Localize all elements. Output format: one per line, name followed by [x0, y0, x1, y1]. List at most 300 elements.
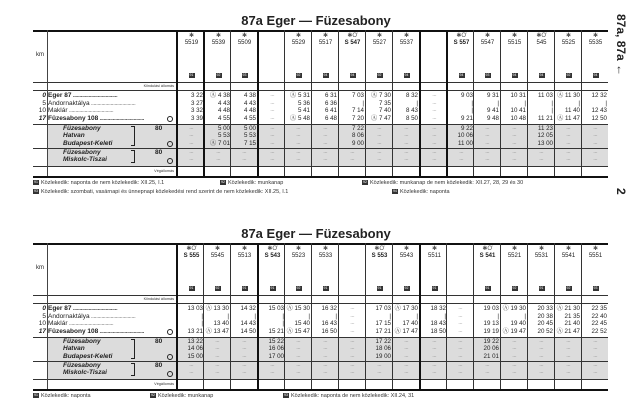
train-number: 5551	[588, 253, 603, 259]
train-number: 5537	[399, 40, 414, 46]
time-cell: Ⓐ 13 47	[205, 327, 229, 335]
time-cell: ...	[432, 114, 437, 121]
train-symbol-icon: ✱	[484, 33, 491, 39]
station-name-text: Füzesabony 108	[48, 327, 99, 335]
train-symbol-icon: ✱	[322, 246, 329, 252]
time-cell: Ⓐ 5 48	[290, 114, 310, 122]
time-cell: ...	[350, 312, 355, 319]
time-cell: 7 40	[378, 107, 391, 115]
time-cell: ...	[350, 305, 355, 311]
connection-time-cell: ...	[404, 149, 409, 155]
train-column	[284, 30, 312, 176]
connection-time-cell: ...	[485, 132, 490, 139]
connection-time-cell: ...	[485, 149, 490, 155]
time-cell: Ⓐ 15 30	[286, 305, 310, 312]
leader-dots: ..................................	[89, 312, 136, 320]
time-cell: 17 21	[375, 327, 391, 335]
connection-station: Füzesabony	[63, 149, 101, 156]
footnote-badge: 92	[221, 180, 225, 185]
time-cell: 6 48	[324, 114, 337, 122]
leader-dots: ..................................	[98, 327, 144, 335]
train-symbol-icon: ✱	[241, 33, 248, 39]
connection-time-cell: ...	[189, 125, 194, 131]
time-cell: |	[308, 312, 310, 320]
connection-time-cell: ...	[458, 362, 463, 368]
connection-time-cell: ...	[566, 125, 571, 131]
train-number: S 541	[479, 253, 496, 259]
connection-time-cell: ...	[215, 345, 220, 352]
connection-time-cell: ...	[512, 369, 517, 376]
station-km: 0	[42, 92, 46, 99]
footnote-badge: 94	[593, 73, 598, 77]
connection-time-cell: ...	[296, 362, 301, 368]
time-cell: 14 50	[240, 327, 256, 335]
connection-time-cell: ...	[404, 369, 409, 376]
footnote-text: Közlekedik: naponta de nem közlekedik: XII.25, I.1	[41, 180, 165, 186]
footnote-badge: 92	[151, 393, 155, 398]
time-cell: Ⓐ 7 47	[371, 114, 391, 122]
connection-time-cell: ...	[512, 352, 517, 359]
train-number: 5547	[480, 40, 495, 46]
connection-time-cell: 12 05	[537, 132, 553, 140]
time-cell: 22 40	[591, 312, 607, 320]
connection-time-cell: 15 22	[268, 338, 284, 345]
connection-ref: 80	[155, 362, 163, 369]
footnote-badge: 93	[485, 73, 490, 77]
time-cell: 4 48	[217, 107, 230, 115]
leader-dots: ..................................	[71, 92, 118, 99]
train-symbol-icon: ✱	[188, 33, 195, 39]
time-cell: ...	[270, 92, 275, 98]
time-cell: 3 27	[190, 99, 203, 107]
connection-time-cell: ...	[432, 139, 437, 146]
time-cell: ...	[432, 92, 437, 98]
footnote-badge: 93	[34, 189, 38, 194]
connection-time-cell: ...	[377, 362, 382, 368]
connection-time-cell: ...	[216, 149, 221, 155]
train-column	[419, 243, 448, 389]
footnote-badge: 93	[284, 393, 288, 398]
footnote-badge: 92	[566, 286, 571, 290]
connection-time-cell: ...	[432, 352, 437, 359]
connection-time-cell: ...	[593, 156, 598, 163]
station-name	[48, 115, 144, 122]
footnote-badge: 91	[485, 286, 490, 290]
station-km: 5	[42, 99, 46, 107]
time-cell: ...	[458, 312, 463, 319]
time-cell: ...	[270, 107, 275, 114]
connection-time-cell: ...	[512, 125, 517, 131]
connection-time-cell: ...	[566, 338, 571, 344]
footnote-badge: 91	[270, 286, 275, 290]
footnote-badge: 94	[459, 73, 464, 77]
train-symbol-icon: ✱Ơ	[482, 246, 493, 252]
footnote-badge: 91	[432, 286, 437, 290]
time-cell: Ⓐ 19 30	[502, 305, 526, 312]
connection-time-cell: ...	[512, 149, 517, 155]
station-km: 10	[38, 320, 46, 328]
connection-time-cell: ...	[432, 338, 437, 344]
connection-time-cell: ...	[485, 125, 490, 131]
train-symbol-icon: ✱	[511, 33, 518, 39]
connection-time-cell: ...	[512, 338, 517, 344]
time-cell: |	[578, 99, 580, 107]
connection-time-cell: ...	[242, 352, 247, 359]
connection-ref: 80	[155, 125, 163, 132]
connection-time-cell: ...	[350, 156, 355, 163]
footnote-badge: 92	[216, 73, 221, 77]
train-number: S 553	[371, 253, 388, 259]
connection-time-cell: ...	[296, 149, 301, 155]
time-cell: 20 45	[537, 320, 553, 328]
connection-time-cell: ...	[593, 139, 598, 146]
connection-time-cell: ...	[539, 345, 544, 352]
connection-time-cell: 10 06	[457, 132, 473, 140]
train-symbol-icon: ✱	[511, 246, 518, 252]
connection-time-cell: ...	[377, 139, 382, 146]
connection-time-cell: 17 00	[268, 352, 284, 360]
train-symbol-icon: ✱	[214, 246, 221, 252]
connection-time-cell: 13 00	[537, 139, 553, 147]
train-symbol-icon: ✱	[565, 246, 572, 252]
train-column	[257, 243, 286, 389]
train-symbol-icon: ✱Ơ	[267, 246, 278, 252]
connection-time-cell: ...	[242, 156, 247, 163]
connection-time-cell: ...	[459, 156, 464, 163]
footnote-badge: 92	[512, 286, 517, 290]
time-cell: |	[524, 312, 526, 320]
time-cell: 19 19	[483, 327, 499, 335]
footnote-badge: 92	[215, 286, 220, 290]
connection-time-cell: 5 53	[243, 132, 256, 140]
time-cell: 13 40	[213, 320, 229, 328]
time-cell: Ⓐ 17 30	[394, 305, 418, 312]
time-cell: 6 36	[324, 99, 337, 107]
connection-station: Hatvan	[63, 345, 85, 353]
footnote-badge: 92	[377, 73, 382, 77]
time-cell: 11 03	[537, 92, 553, 99]
station-name-text: Maklár	[48, 320, 68, 328]
time-cell: 3 39	[190, 114, 203, 122]
connection-time-cell: ...	[216, 156, 221, 163]
train-column	[176, 30, 205, 176]
connection-time-cell: ...	[296, 156, 301, 163]
footnote-badge: 91	[323, 286, 328, 290]
time-cell: |	[416, 312, 418, 320]
time-cell: 3 32	[190, 107, 203, 115]
connection-station: Miskolc-Tiszai	[63, 369, 107, 377]
connection-time-cell: ...	[323, 352, 328, 359]
time-cell: ...	[432, 107, 437, 114]
connection-time-cell: ...	[270, 132, 275, 139]
time-cell: 15 03	[268, 305, 284, 312]
time-cell: 5 36	[297, 99, 310, 107]
footnote-text: Közlekedik: munkanap	[158, 393, 214, 399]
footnote	[33, 393, 91, 400]
time-cell: 18 50	[430, 327, 446, 335]
connection-time-cell: ...	[539, 149, 544, 155]
station-name-text: Maklár	[48, 107, 68, 115]
train-column	[581, 243, 609, 389]
time-cell: |	[362, 99, 364, 107]
connection-time-cell: ...	[458, 352, 463, 359]
train-column	[554, 30, 582, 176]
train-number: 5539	[211, 40, 226, 46]
connection-time-cell: 13 22	[187, 338, 203, 345]
connection-time-cell: ...	[404, 156, 409, 163]
train-column	[230, 30, 258, 176]
time-cell: ...	[458, 327, 463, 334]
time-cell: |	[416, 99, 418, 107]
station-km: 17	[38, 114, 46, 122]
terminus-circle-icon	[167, 329, 173, 335]
connection-time-cell: ...	[270, 139, 275, 146]
connection-time-cell: ...	[485, 369, 490, 376]
time-cell: 20 52	[537, 327, 553, 335]
connection-time-cell: ...	[593, 149, 598, 155]
train-number: 5527	[372, 40, 387, 46]
footnote-badge: 92	[363, 180, 367, 185]
train-column	[365, 30, 393, 176]
connection-time-cell: 15 00	[187, 352, 203, 360]
connection-time-cell: ...	[566, 352, 571, 359]
time-cell: |	[444, 312, 446, 320]
time-cell: 8 32	[405, 92, 418, 99]
connection-time-cell: ...	[566, 156, 571, 163]
time-cell: 10 31	[510, 92, 526, 99]
connection-time-cell: ...	[485, 139, 490, 146]
train-symbol-icon: ✱Ơ	[456, 33, 467, 39]
connection-station: Füzesabony	[63, 338, 101, 345]
connection-time-cell: ...	[377, 369, 382, 376]
connection-time-cell: ...	[404, 125, 409, 131]
time-cell: |	[227, 312, 229, 320]
bracket	[131, 339, 135, 359]
time-cell: Ⓐ 5 31	[290, 92, 310, 99]
time-cell: 14 43	[240, 320, 256, 328]
time-cell: 7 35	[378, 99, 391, 107]
time-cell: 13 21	[187, 327, 203, 335]
footnote-badge: 93	[593, 286, 598, 290]
station-name	[48, 107, 113, 114]
station-name-text: Eger 87	[48, 305, 72, 312]
footnote	[220, 180, 283, 187]
train-symbol-icon: ✱	[431, 246, 438, 252]
footnote-badge: 92	[296, 73, 301, 77]
terminus-circle-icon	[167, 371, 173, 377]
origin-label: Kiindulási állomás	[143, 84, 174, 88]
connection-time-cell: ...	[215, 338, 220, 344]
timetable	[33, 243, 608, 401]
train-number: S 557	[453, 40, 470, 46]
connection-time-cell: ...	[539, 338, 544, 344]
time-cell: 4 43	[243, 99, 256, 107]
train-column	[257, 30, 286, 176]
connection-time-cell: 19 00	[375, 352, 391, 360]
connection-time-cell: ...	[566, 362, 571, 368]
time-cell: 12 43	[591, 107, 607, 115]
time-cell: 20 33	[537, 305, 553, 312]
km-header: km	[36, 52, 44, 58]
connection-time-cell: ...	[432, 369, 437, 376]
connection-time-cell: ...	[404, 132, 409, 139]
connection-time-cell: ...	[296, 132, 301, 139]
train-number: 5529	[291, 40, 306, 46]
time-cell: 14 32	[240, 305, 256, 312]
time-cell: ...	[270, 114, 275, 121]
footnote-badge: 91	[189, 286, 194, 290]
connection-time-cell: 17 22	[375, 338, 391, 345]
time-cell: 8 50	[405, 114, 418, 122]
train-symbol-icon: ✱	[403, 33, 410, 39]
time-cell: |	[389, 312, 391, 320]
footnote	[283, 393, 414, 400]
station-name-text: Andornaktálya	[48, 312, 90, 320]
footnote	[33, 189, 288, 196]
time-cell: 16 32	[321, 305, 337, 312]
connection-time-cell: 7 22	[351, 125, 364, 132]
connection-time-cell: ...	[512, 345, 517, 352]
connection-time-cell: 19 22	[483, 338, 499, 345]
train-column	[581, 30, 609, 176]
connection-time-cell: ...	[593, 132, 598, 139]
time-cell: ...	[432, 99, 437, 106]
connection-time-cell: ...	[593, 125, 598, 131]
time-cell: 4 55	[243, 114, 256, 122]
connection-time-cell: ...	[270, 369, 275, 376]
connection-time-cell: ...	[432, 125, 437, 131]
connection-time-cell: ...	[432, 362, 437, 368]
time-cell: 11 21	[537, 114, 553, 122]
time-cell: ...	[270, 99, 275, 106]
time-cell: |	[471, 99, 473, 107]
time-cell: |	[471, 107, 473, 115]
train-column	[311, 243, 339, 389]
connection-time-cell: ...	[242, 362, 247, 368]
footnote	[33, 180, 164, 187]
time-cell: 8 43	[405, 107, 418, 115]
footnote-badge: 91	[189, 73, 194, 77]
station-name-text: Andornaktálya	[48, 99, 90, 107]
connection-time-cell: ...	[512, 362, 517, 368]
time-cell: 9 41	[486, 107, 499, 115]
footnote-badge: 92	[404, 286, 409, 290]
footnote-badge: 94	[512, 73, 517, 77]
connection-time-cell: ...	[404, 139, 409, 146]
time-cell: 13 03	[187, 305, 203, 312]
destination-label: Végállomás	[154, 169, 174, 173]
connection-time-cell: ...	[350, 362, 355, 368]
connection-time-cell: ...	[512, 139, 517, 146]
footnote-text: Közlekedik: naponta	[41, 393, 91, 399]
footnote-badge: 91	[34, 393, 38, 398]
time-cell: |	[335, 312, 337, 320]
time-cell: 15 40	[294, 320, 310, 328]
connection-time-cell: ...	[539, 352, 544, 359]
connection-time-cell: ...	[215, 362, 220, 368]
train-column	[284, 243, 312, 389]
connection-time-cell: ...	[404, 345, 409, 352]
connection-time-cell: ...	[432, 156, 437, 163]
connection-station: Budapest-Keleti	[63, 352, 113, 360]
time-cell: 19 03	[483, 305, 499, 312]
train-number: 5509	[237, 40, 252, 46]
train-symbol-icon: ✱	[403, 246, 410, 252]
train-number: S 543	[264, 253, 281, 259]
time-cell: 22 52	[591, 327, 607, 335]
footnote-text: Közlekedik: munkanap de nem közlekedik: XII.27, 28, 29 és 30	[370, 180, 524, 186]
connection-time-cell: ...	[512, 132, 517, 139]
connection-time-cell: ...	[296, 345, 301, 352]
connection-time-cell: ...	[323, 139, 328, 146]
connection-time-cell: ...	[566, 149, 571, 155]
time-cell: 6 41	[324, 107, 337, 115]
time-cell: 12 50	[591, 114, 607, 122]
connection-time-cell: 5 00	[217, 125, 230, 132]
bracket	[131, 126, 135, 146]
time-cell: 9 03	[460, 92, 473, 99]
time-cell: 4 43	[217, 99, 230, 107]
time-cell: ...	[458, 305, 463, 311]
connection-time-cell: Ⓐ 7 01	[210, 139, 230, 147]
connection-time-cell: ...	[566, 345, 571, 352]
time-cell: Ⓐ 11 47	[557, 114, 580, 122]
connection-time-cell: ...	[593, 338, 598, 344]
time-cell: 18 32	[430, 305, 446, 312]
footnote-badge: 94	[404, 73, 409, 77]
footnote-badge: 91	[242, 286, 247, 290]
train-column	[473, 30, 501, 176]
footnote	[362, 180, 523, 187]
footnote-text: Közlekedik: naponta	[400, 189, 450, 195]
time-cell: |	[282, 320, 284, 328]
train-column	[365, 243, 393, 389]
train-column	[527, 30, 555, 176]
station-km: 0	[42, 305, 46, 312]
connection-time-cell: ...	[432, 149, 437, 155]
time-cell: 17 40	[402, 320, 418, 328]
terminus-circle-icon	[167, 116, 173, 122]
time-cell: ...	[458, 320, 463, 327]
train-column	[176, 243, 205, 389]
time-cell: ...	[350, 327, 355, 334]
time-cell: 16 43	[321, 320, 337, 328]
time-cell: 18 43	[430, 320, 446, 328]
time-cell: 22 35	[591, 305, 607, 312]
connection-time-cell: ...	[189, 132, 194, 139]
time-cell: 6 31	[324, 92, 337, 99]
train-number: 5519	[184, 40, 199, 46]
connection-time-cell: ...	[215, 352, 220, 359]
connection-time-cell: ...	[404, 338, 409, 344]
train-number: S 547	[344, 40, 361, 46]
train-column	[446, 30, 475, 176]
footnote-badge: 94	[539, 73, 544, 77]
time-cell: 10 41	[510, 107, 526, 115]
time-cell: 20 38	[537, 312, 553, 320]
train-number: 5517	[318, 40, 333, 46]
train-symbol-icon: ✱Ơ	[374, 246, 385, 252]
connection-time-cell: ...	[189, 156, 194, 163]
train-column	[311, 30, 339, 176]
train-symbol-icon: ✱	[592, 33, 599, 39]
time-cell: |	[201, 320, 203, 328]
time-cell: 11 40	[564, 107, 580, 115]
time-cell: Ⓐ 15 47	[286, 327, 310, 335]
train-column	[527, 243, 555, 389]
station-name-text: Eger 87	[48, 92, 72, 99]
connection-time-cell: ...	[458, 369, 463, 376]
